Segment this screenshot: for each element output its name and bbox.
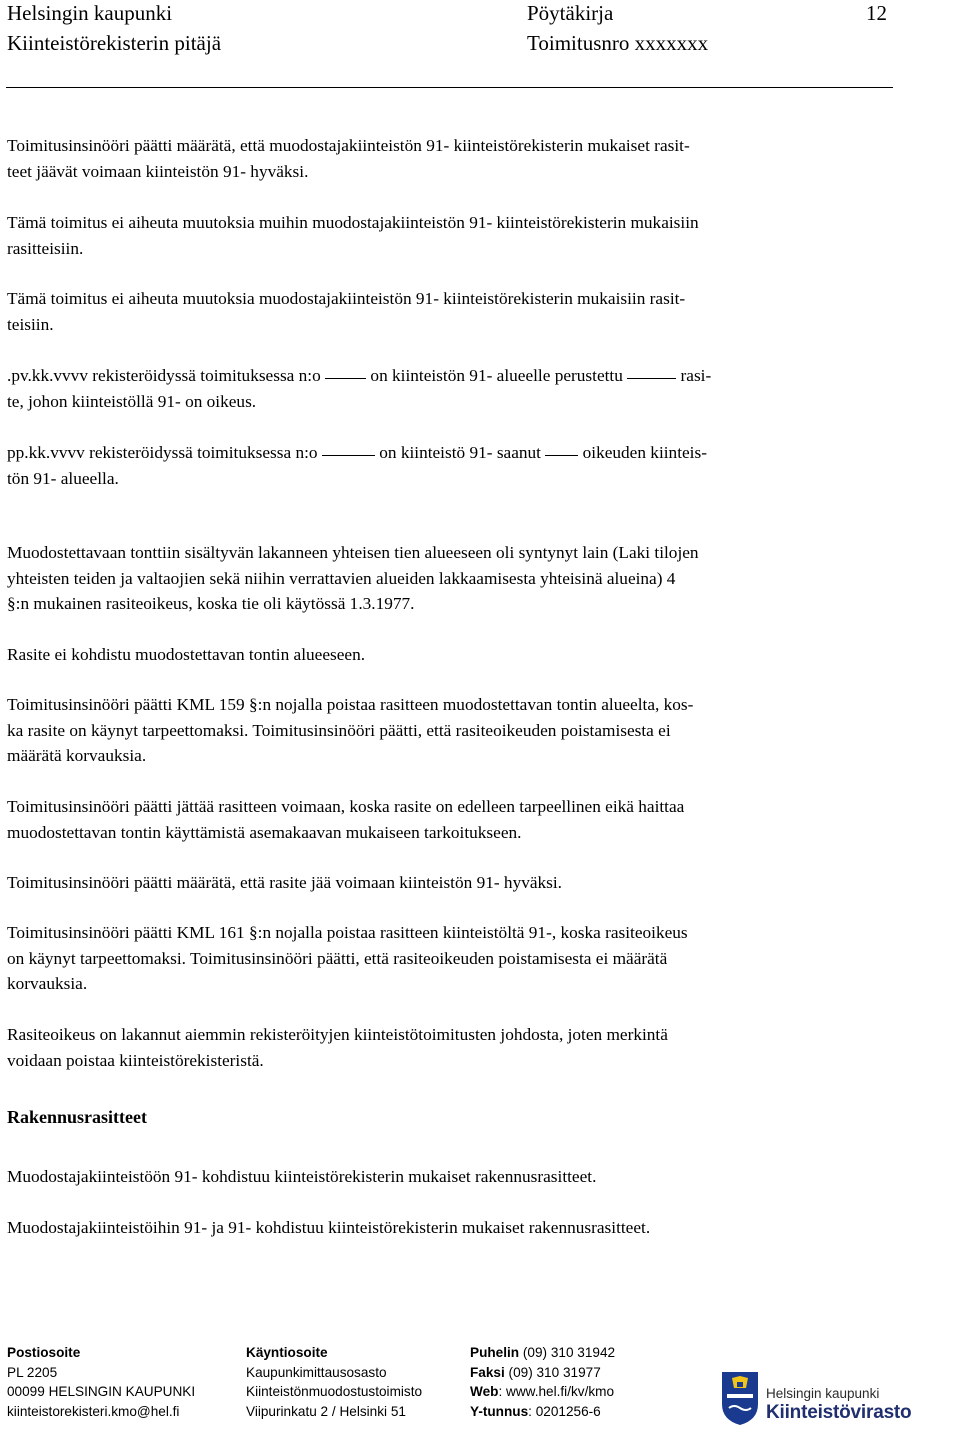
- paragraph-2: [7, 210, 887, 261]
- web-label: Web: [470, 1384, 499, 1400]
- paragraph-line: ka rasite on käynyt tarpeettomaksi. Toimitusinsinööri päätti, että rasiteoikeuden poistamisesta ei: [7, 720, 671, 740]
- page-number: 12: [866, 1, 887, 25]
- blank-field: [322, 454, 375, 456]
- form-line-row: [7, 440, 887, 466]
- paragraph-line: muodostettavan tontin käyttämistä asemakaavan mukaiseen tarkoitukseen.: [7, 822, 522, 842]
- paragraph-line: Toimitusinsinööri päätti jättää rasitteen voimaan, koska rasite on edelleen tarpeellinen eikä haittaa: [7, 797, 685, 816]
- paragraph-line: Muodostettavaan tonttiin sisältyvän lakanneen yhteisen tien alueeseen oli syntynyt lain (Laki tilojen: [7, 543, 699, 562]
- footer-contact: [470, 1343, 615, 1422]
- header-rule: [6, 87, 893, 88]
- form-line-row: [7, 363, 887, 389]
- section-paragraph-2: [7, 1215, 887, 1241]
- paragraph-line: on käynyt tarpeettomaksi. Toimitusinsinööri päätti, että rasiteoikeuden poistamisesta ei määrätä: [7, 948, 668, 968]
- paragraph-line: Toimitusinsinööri päätti KML 161 §:n nojalla poistaa rasitteen kiinteistöltä 91-, koska rasiteoikeus: [7, 923, 688, 942]
- paragraph-line: Toimitusinsinööri päätti määrätä, että muodostajakiinteistön 91- kiinteistörekisterin mukaiset rasit-: [7, 136, 690, 155]
- paragraph-line: Rasite ei kohdistu muodostettavan tontin alueeseen.: [7, 645, 366, 664]
- blank-field: [545, 454, 578, 456]
- form-text: te, johon kiinteistöllä 91- on oikeus.: [7, 391, 257, 411]
- blank-field: [627, 377, 676, 379]
- crest-wave-icon: [727, 1394, 753, 1398]
- paragraph-line: korvauksia.: [7, 974, 88, 994]
- paragraph-line: Tämä toimitus ei aiheuta muutoksia muodostajakiinteistön 91- kiinteistörekisterin mukaisiin rasit-: [7, 289, 686, 308]
- footer-fax: [470, 1363, 615, 1383]
- header-doc-type: Pöytäkirja: [527, 1, 614, 25]
- fax-value: (09) 310 31977: [508, 1364, 601, 1380]
- form-text: tön 91- alueella.: [7, 468, 119, 488]
- footer-visiting-heading: Käyntiosoite: [246, 1345, 328, 1360]
- section-paragraph-1: [7, 1164, 887, 1190]
- form-text: rasi-: [680, 366, 712, 385]
- body-paragraph-3: [7, 692, 887, 769]
- body-paragraph-6: [7, 920, 887, 997]
- business-id-label: Y-tunnus: [470, 1404, 529, 1420]
- form-line-2: [7, 440, 887, 491]
- paragraph-line: Toimitusinsinööri päätti määrätä, että rasite jää voimaan kiinteistön 91- hyväksi.: [7, 873, 563, 892]
- footer-email[interactable]: kiinteistorekisteri.kmo@hel.fi: [7, 1404, 180, 1420]
- header-reference: Toimitusnro xxxxxxx: [527, 31, 709, 55]
- paragraph-line: määrätä korvauksia.: [7, 746, 147, 766]
- paragraph-line: Tämä toimitus ei aiheuta muutoksia muihin muodostajakiinteistön 91- kiinteistörekisterin mukaisiin: [7, 213, 699, 232]
- paragraph-line: yhteisten teiden ja valtaojien sekä niihin verrattavien alueiden lakkaamisesta yhteisinä alueina) 4: [7, 568, 676, 588]
- form-text: on kiinteistön 91- alueelle perustettu: [370, 366, 623, 385]
- footer-visiting: [246, 1343, 422, 1422]
- paragraph-line: §:n mukainen rasiteoikeus, koska tie oli käytössä 1.3.1977.: [7, 594, 415, 614]
- section-heading: Rakennusrasitteet: [7, 1107, 147, 1127]
- form-text: oikeuden kiinteis-: [582, 443, 707, 462]
- paragraph-line: voidaan poistaa kiinteistörekisteristä.: [7, 1050, 264, 1070]
- business-id-value: : 0201256-6: [528, 1404, 601, 1420]
- form-text: .pv.kk.vvvv rekisteröidyssä toimituksessa n:o: [7, 366, 321, 385]
- footer-visiting-line: Kiinteistönmuodostustoimisto: [246, 1384, 423, 1400]
- footer-visiting-line: Viipurinkatu 2 / Helsinki 51: [246, 1404, 406, 1420]
- blank-field: [325, 377, 366, 379]
- footer-phone: [470, 1343, 615, 1363]
- paragraph-3: [7, 286, 887, 337]
- paragraph-line: Muodostajakiinteistöön 91- kohdistuu kiinteistörekisterin mukaiset rakennusrasitteet.: [7, 1167, 597, 1186]
- web-link[interactable]: : www.hel.fi/kv/kmo: [498, 1384, 615, 1400]
- footer-postal-heading: Postiosoite: [7, 1345, 81, 1360]
- logo-city-name: Helsingin kaupunki: [766, 1386, 880, 1401]
- body-paragraph-5: [7, 870, 887, 896]
- footer-visiting-line: Kaupunkimittausosasto: [246, 1364, 387, 1380]
- logo-agency-name: Kiinteistövirasto: [766, 1402, 912, 1423]
- paragraph-line: Muodostajakiinteistöihin 91- ja 91- kohdistuu kiinteistörekisterin mukaiset rakennusrasitteet.: [7, 1218, 651, 1237]
- form-line-1: [7, 363, 887, 414]
- header-department: Kiinteistörekisterin pitäjä: [7, 31, 222, 55]
- footer-postal-line: PL 2205: [7, 1364, 58, 1380]
- header-organization: Helsingin kaupunki: [7, 1, 173, 25]
- body-paragraph-4: [7, 794, 887, 845]
- paragraph-line: rasitteisiin.: [7, 238, 84, 258]
- paragraph-line: teet jäävät voimaan kiinteistön 91- hyväksi.: [7, 161, 309, 181]
- crest-detail-icon: [737, 1382, 743, 1387]
- footer-web: [470, 1382, 615, 1402]
- body-paragraph-7: [7, 1022, 887, 1073]
- footer-business-id: [470, 1402, 615, 1422]
- form-text: on kiinteistö 91- saanut: [379, 443, 541, 462]
- phone-label: Puhelin: [470, 1345, 520, 1360]
- paragraph-line: Toimitusinsinööri päätti KML 159 §:n nojalla poistaa rasitteen muodostettavan tontin alueelta, kos-: [7, 695, 694, 714]
- fax-label: Faksi: [470, 1364, 505, 1380]
- footer-postal-line: 00099 HELSINGIN KAUPUNKI: [7, 1384, 196, 1400]
- paragraph-line: teisiin.: [7, 314, 54, 334]
- body-paragraph-1: [7, 540, 887, 617]
- paragraph-1: [7, 133, 887, 184]
- paragraph-line: Rasiteoikeus on lakannut aiemmin rekisteröityjen kiinteistötoimitusten johdosta, joten merkintä: [7, 1025, 668, 1044]
- form-text: pp.kk.vvvv rekisteröidyssä toimituksessa n:o: [7, 443, 318, 462]
- body-paragraph-2: [7, 642, 887, 668]
- phone-value: (09) 310 31942: [522, 1345, 616, 1360]
- footer-postal: [7, 1343, 195, 1422]
